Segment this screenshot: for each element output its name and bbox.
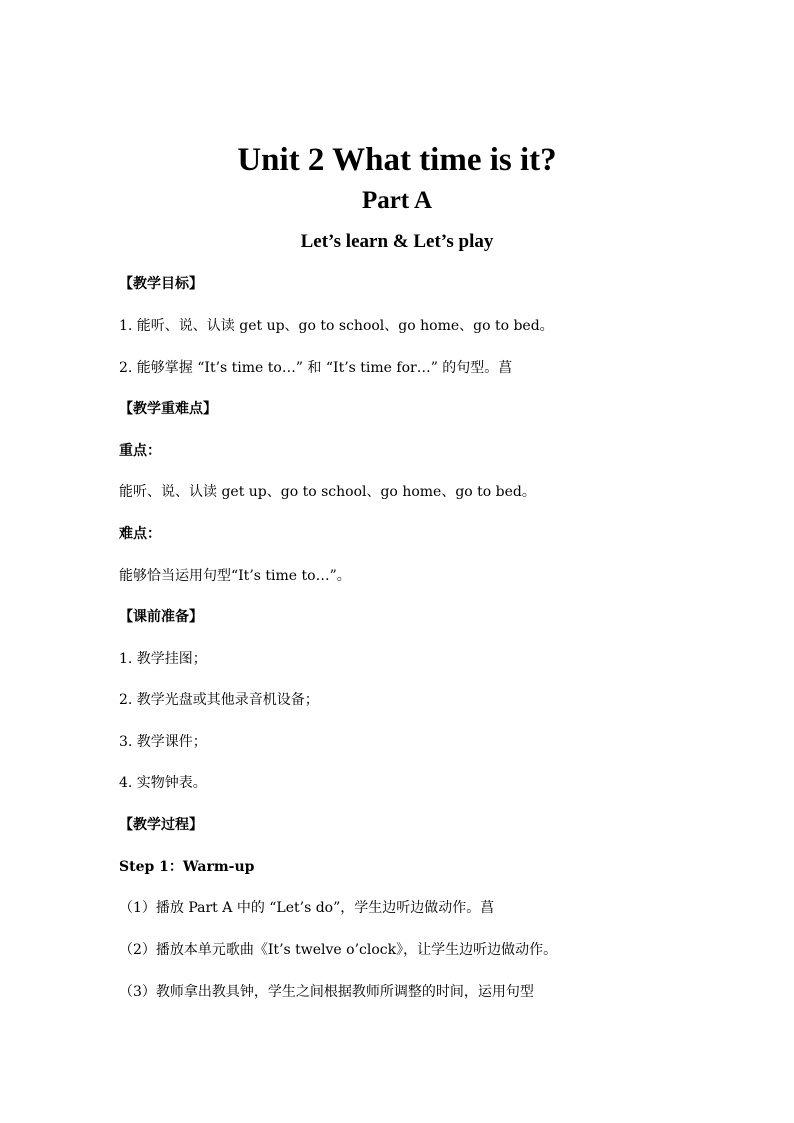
step-1-item-3: （3）教师拿出教具钟，学生之间根据教师所调整的时间，运用句型	[119, 984, 534, 1000]
document-title: Unit 2 What time is it?	[237, 142, 557, 178]
difficulty-label: 难点：	[119, 526, 161, 542]
step-1-item-1: （1）播放 Part A 中的 “Let’s do”，学生边听边做动作。菖	[119, 900, 495, 916]
step-1-item-2: （2）播放本单元歌曲《It’s twelve o’clock》，让学生边听边做动作。	[119, 942, 558, 958]
document-subtitle: Part A	[361, 187, 433, 214]
preparation-item-1: 1. 教学挂图；	[119, 651, 207, 667]
objective-2: 2. 能够掌握 “It’s time to…” 和 “It’s time for…” 的句型。菖	[119, 360, 513, 376]
key-points-heading: 【教学重难点】	[119, 401, 217, 417]
preparation-item-4: 4. 实物钟表。	[119, 775, 207, 791]
preparation-item-2: 2. 教学光盘或其他录音机设备；	[119, 692, 319, 708]
objective-1: 1. 能听、说、认读 get up、go to school、go home、go to bed。	[119, 318, 554, 334]
focus-label: 重点：	[119, 443, 161, 459]
lesson-title: Let’s learn & Let’s play	[300, 231, 494, 252]
preparation-heading: 【课前准备】	[119, 609, 203, 625]
step-1-heading: Step 1：Warm-up	[119, 859, 255, 875]
focus-text: 能听、说、认读 get up、go to school、go home、go to bed。	[119, 484, 536, 500]
process-heading: 【教学过程】	[119, 817, 203, 833]
preparation-item-3: 3. 教学课件；	[119, 734, 207, 750]
objectives-heading: 【教学目标】	[119, 276, 203, 292]
difficulty-text: 能够恰当运用句型“It’s time to…”。	[119, 568, 351, 584]
